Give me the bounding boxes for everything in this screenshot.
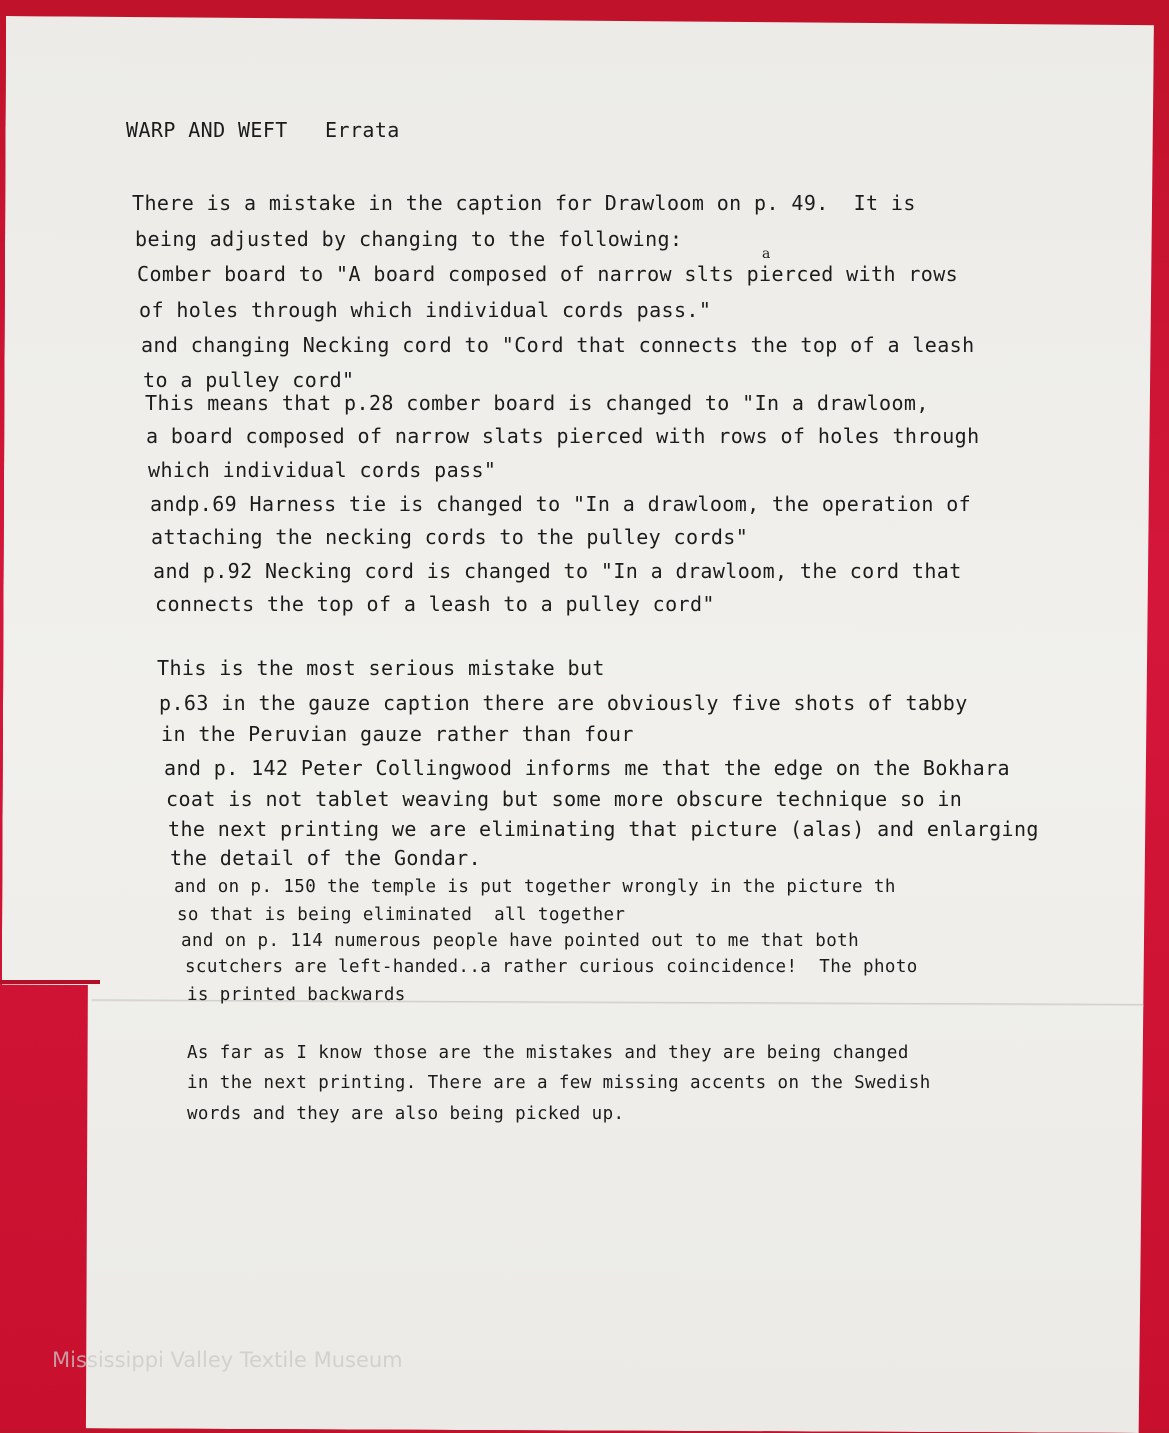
page-title: WARP AND WEFT Errata: [126, 118, 400, 142]
text-line: the detail of the Gondar.: [170, 846, 482, 870]
text-line: coat is not tablet weaving but some more obscure technique so in: [166, 787, 963, 811]
text-line: This is the most serious mistake but: [157, 656, 605, 680]
text-line: and on p. 114 numerous people have pointed out to me that both: [181, 931, 860, 951]
text-line: in the next printing. There are a few missing accents on the Swedish: [187, 1073, 931, 1093]
text-line: Comber board to "A board composed of narrow slts pierced with rows: [137, 262, 959, 286]
text-line: of holes through which individual cords pass.": [139, 298, 712, 322]
text-line: is printed backwards: [187, 985, 406, 1005]
text-line: being adjusted by changing to the following:: [135, 227, 683, 251]
text-line: words and they are also being picked up.: [187, 1104, 625, 1124]
text-line: so that is being eliminated all together: [177, 905, 626, 925]
text-line: connects the top of a leash to a pulley cord": [155, 592, 715, 616]
text-line: and p.92 Necking cord is changed to "In a drawloom, the cord that: [153, 559, 962, 583]
text-line: andp.69 Harness tie is changed to "In a drawloom, the operation of: [150, 492, 972, 516]
text-line: As far as I know those are the mistakes and they are being changed: [187, 1043, 909, 1063]
text-line: There is a mistake in the caption for Drawloom on p. 49. It is: [132, 191, 916, 215]
text-line: and p. 142 Peter Collingwood informs me that the edge on the Bokhara: [164, 756, 1010, 780]
watermark: Mississippi Valley Textile Museum: [52, 1348, 403, 1372]
text-line: p.63 in the gauze caption there are obviously five shots of tabby: [159, 691, 968, 715]
text-line: a board composed of narrow slats pierced with rows of holes through: [146, 424, 980, 448]
fold-shadow: [0, 980, 100, 984]
handwritten-correction: a: [762, 246, 771, 262]
text-line: attaching the necking cords to the pulley cords": [151, 525, 749, 549]
text-line: to a pulley cord": [143, 368, 355, 392]
text-line: the next printing we are eliminating that picture (alas) and enlarging: [168, 817, 1039, 841]
text-line: scutchers are left-handed..a rather curious coincidence! The photo: [185, 957, 918, 977]
text-line: and on p. 150 the temple is put together wrongly in the picture th: [174, 877, 896, 897]
text-line: in the Peruvian gauze rather than four: [161, 722, 634, 746]
text-line: which individual cords pass": [148, 458, 497, 482]
text-line: This means that p.28 comber board is changed to "In a drawloom,: [145, 391, 929, 415]
text-line: and changing Necking cord to "Cord that connects the top of a leash: [141, 333, 975, 357]
